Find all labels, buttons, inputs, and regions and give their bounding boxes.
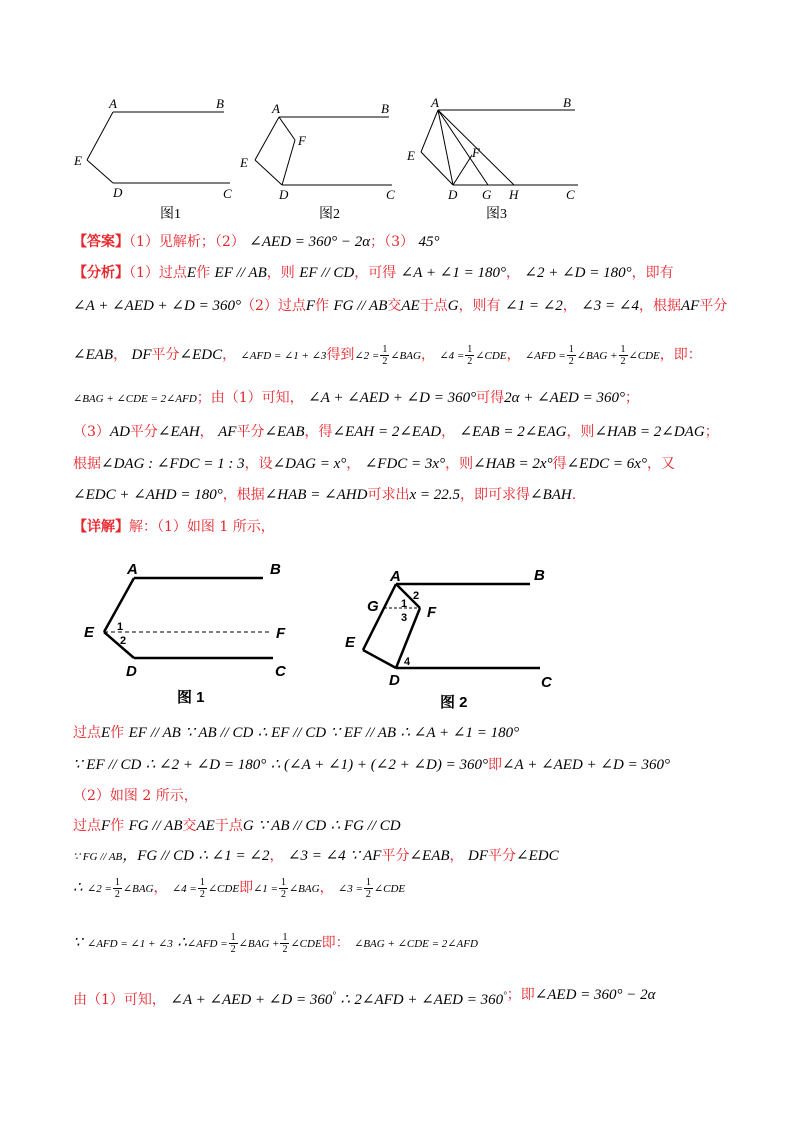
m: AE (196, 818, 215, 834)
figure-3-top (421, 110, 578, 185)
fig2-label-A: A (272, 101, 280, 116)
fig3-label-D: D (448, 187, 458, 202)
dfig2-label-C: C (541, 674, 552, 691)
m: ∠2 = (354, 350, 380, 362)
fig1-label-A: A (109, 96, 117, 111)
answer-text-2: ；（3） (370, 234, 415, 250)
fig2-label-E: E (240, 155, 248, 170)
frac-den: 2 (620, 355, 626, 367)
t: ， (113, 347, 128, 363)
dfig1-label-B: B (270, 561, 281, 578)
m: ∠CDE (373, 883, 406, 895)
m: ∴ ∠2 + ∠D = 180° (145, 757, 267, 773)
analysis-line-6 (73, 454, 675, 474)
dfig2-label-D: D (389, 672, 400, 689)
m: ∠CDE (475, 350, 507, 362)
m: AE (401, 298, 420, 314)
fraction (229, 932, 238, 955)
frac-num: 1 (280, 876, 286, 888)
answer-tag: 【答案】 (73, 234, 129, 250)
t: 作 (196, 265, 211, 281)
t: ， (153, 880, 168, 896)
analysis-line-3 (73, 343, 702, 367)
m: EF // AB (214, 265, 267, 281)
fig2-label-C: C (386, 187, 395, 202)
t: 平分 (129, 424, 158, 440)
t: ，即可求得 (460, 487, 530, 503)
m (170, 992, 336, 1008)
t: 得 (552, 456, 567, 472)
m: AD (109, 424, 130, 440)
t: 作 (110, 725, 125, 741)
t: ， (449, 848, 464, 864)
t: ，得 (304, 424, 333, 440)
t: 平分 (236, 424, 265, 440)
fig1-label-B: B (216, 96, 224, 111)
m: DF (131, 347, 152, 363)
m: ∠BAG + ∠CDE = 2∠AFD (354, 938, 478, 950)
t: 根据 (73, 456, 101, 472)
t: ， (269, 848, 284, 864)
frac-den: 2 (467, 355, 473, 367)
m: ∠BAH (530, 487, 572, 503)
deg: ° (503, 990, 507, 1000)
dfig2-label-G: G (367, 598, 379, 615)
m: E (186, 265, 197, 281)
fig3-label-C: C (566, 187, 575, 202)
m: ∵ EF // AB (330, 725, 397, 741)
fraction (198, 877, 207, 900)
detail-line-2 (73, 755, 670, 775)
dfig2-label-3: 3 (401, 612, 408, 624)
m: ∵ EF // CD (73, 757, 142, 773)
m: ∠CDE (290, 938, 322, 950)
m: ∠BAG (390, 350, 421, 362)
answer-text-1: （1）见解析；（2） (129, 234, 245, 250)
t: 由（1）可知， (73, 992, 166, 1008)
m: G (447, 298, 459, 314)
detail-line-4 (73, 816, 401, 836)
frac-num: 1 (230, 931, 236, 943)
dfig1-label-2: 2 (120, 635, 127, 647)
t: ，即有 (631, 265, 674, 281)
fig3-label-H: H (509, 187, 519, 202)
fig2-label-D: D (279, 187, 289, 202)
m: ∠4 = (439, 350, 465, 362)
detail-figure-1 (104, 578, 273, 658)
detail-tag: 【详解】 (73, 519, 129, 535)
m: ∠BAG + ∠CDE = 2∠AFD (73, 393, 197, 405)
dfig1-label-1: 1 (117, 621, 124, 633)
m: ∠A + ∠AED + ∠D = 360° (308, 390, 477, 406)
dfig2-label-E: E (345, 634, 356, 651)
frac-den: 2 (199, 888, 205, 900)
m: ∠EAH (157, 424, 200, 440)
t: （3） (73, 424, 110, 440)
fraction (113, 877, 122, 900)
frac-num: 1 (568, 343, 574, 355)
frac-den: 2 (568, 355, 574, 367)
m: ∠EAB (73, 347, 114, 363)
m: ∠A + ∠AED + ∠D = 360° (501, 757, 670, 773)
fraction (465, 344, 474, 367)
m: ∠2 + ∠D = 180° (524, 265, 632, 281)
analysis-line-5 (73, 422, 719, 442)
fraction (567, 344, 576, 367)
fig1-caption: 图1 (160, 207, 181, 222)
t: 可求出 (367, 487, 410, 503)
t: 即 (239, 880, 254, 896)
frac-den: 2 (282, 943, 288, 955)
frac-den: 2 (382, 355, 388, 367)
t: ； (624, 390, 639, 406)
m: ∠1 = (253, 883, 278, 895)
fig2-label-F: F (298, 133, 306, 148)
dfig1-label-E: E (84, 624, 95, 641)
t: 于点 (419, 298, 448, 314)
t: ，则有 (458, 298, 501, 314)
m: ∴ FG // CD (330, 818, 401, 834)
fig3-label-F: F (472, 145, 480, 160)
m: ∠AFD = ∠1 + ∠3 (87, 938, 173, 950)
m: ∴ (340, 992, 350, 1008)
top-figures (0, 0, 800, 225)
m: ∠EDC = 6x° (566, 456, 647, 472)
t: ，设 (244, 456, 273, 472)
m: ∠FDC = 3x° (364, 456, 446, 472)
m: ∠4 = (171, 883, 197, 895)
m: ∵ AB // CD (185, 725, 254, 741)
answer-line (73, 232, 440, 252)
fraction (619, 344, 628, 367)
m: x = 22.5 (409, 487, 460, 503)
t: 于点 (214, 818, 243, 834)
m: ∠AFD = (524, 350, 566, 362)
t: （2）如图 2 所示， (73, 788, 198, 804)
t: 平分 (151, 347, 180, 363)
m: ∵ AB // CD (258, 818, 327, 834)
fraction (280, 932, 289, 955)
m: ∠A + ∠AED + ∠D = 360° (73, 298, 241, 314)
frac-num: 1 (467, 343, 473, 355)
t: 过点 (73, 818, 101, 834)
fraction (364, 877, 373, 900)
m: ∠CDE (628, 350, 660, 362)
m: ∠AFD = ∠1 + ∠3 (240, 350, 327, 362)
fig3-label-B: B (563, 95, 571, 110)
fig1-label-D: D (113, 185, 123, 200)
m: ∠HAB = 2∠DAG (594, 424, 705, 440)
fig1-label-E: E (74, 153, 82, 168)
m: ∠EAB (264, 424, 305, 440)
m: ∠A + ∠1 = 180° (400, 265, 506, 281)
m: ∠AED = 360° − 2α (534, 987, 656, 1003)
detail-line-8 (73, 980, 656, 1010)
t: 即 (487, 757, 502, 773)
m: ∴ EF // CD (257, 725, 327, 741)
dfig2-label-1: 1 (401, 598, 408, 610)
m: ∠AFD = (186, 938, 228, 950)
m: 2α + ∠AED = 360° (504, 390, 625, 406)
detail-line-6 (73, 876, 405, 900)
t: 即： (321, 935, 350, 951)
t: ， (319, 880, 334, 896)
t: ， (346, 456, 361, 472)
t: ，则 (566, 424, 595, 440)
t: ；由（1）可知， (196, 390, 304, 406)
t: ，则 (445, 456, 474, 472)
t: 得到 (326, 347, 355, 363)
t: ， (441, 424, 456, 440)
frac-num: 1 (282, 931, 288, 943)
m: E (101, 725, 111, 741)
analysis-line-7 (73, 485, 576, 505)
frac-den: 2 (114, 888, 120, 900)
m: ∠BAG + (238, 938, 280, 950)
detail-figures (0, 550, 800, 730)
m: F (101, 818, 111, 834)
figure-2-top (255, 117, 392, 185)
fig3-label-A: A (431, 95, 439, 110)
analysis-tag: 【分析】 (73, 265, 129, 281)
t: ， (199, 424, 214, 440)
m: DF (468, 848, 488, 864)
m: ∠3 = (338, 883, 363, 895)
m (354, 992, 506, 1008)
fig3-label-E: E (407, 148, 415, 163)
m: EF // CD (299, 265, 355, 281)
answer-math-1: ∠AED = 360° − 2α (249, 234, 371, 250)
dfig2-label-A: A (390, 568, 401, 585)
m: ∠2 = (87, 883, 112, 895)
t: 作 (315, 298, 330, 314)
frac-den: 2 (280, 888, 286, 900)
m: ∴ (∠A + ∠1) + (∠2 + ∠D) = 360° (270, 757, 488, 773)
m: ∠EAB (409, 848, 450, 864)
m: ∠EDC (516, 848, 559, 864)
frac-num: 1 (365, 876, 371, 888)
m: F (305, 298, 316, 314)
m: FG // AB (333, 298, 388, 314)
t: 可得 (476, 390, 505, 406)
m: ，FG // CD (122, 848, 194, 864)
fig2-label-B: B (381, 101, 389, 116)
t: 解：（1）如图 1 所示， (129, 519, 275, 535)
frac-num: 1 (199, 876, 205, 888)
fraction (380, 344, 389, 367)
analysis-line-2 (73, 296, 727, 316)
dfig1-label-D: D (126, 663, 137, 680)
m: ∠3 = ∠4 (287, 848, 346, 864)
deg: ° (332, 990, 336, 1000)
frac-num: 1 (114, 876, 120, 888)
m: ∠DAG = x° (272, 456, 347, 472)
frac-num: 1 (620, 343, 626, 355)
m: ∠HAB = 2x° (473, 456, 553, 472)
dfig2-label-F: F (427, 604, 437, 621)
m: ∵ AF (350, 848, 382, 864)
analysis-line-1 (73, 263, 674, 283)
t: ， (562, 298, 577, 314)
m: ∠EDC + ∠AHD = 180° (73, 487, 223, 503)
m: EF // AB (128, 725, 181, 741)
m: ∴ (177, 935, 187, 951)
answer-math-2: 45° (418, 234, 440, 250)
analysis-line-4 (73, 388, 639, 409)
dfig1-label-A: A (127, 561, 138, 578)
t: 交 (387, 298, 402, 314)
t: ，根据 (639, 298, 681, 314)
detail-line-1 (73, 723, 519, 743)
dfig1-caption: 图 1 (177, 689, 205, 706)
m: ∠HAB = ∠AHD (264, 487, 368, 503)
dfig2-caption: 图 2 (440, 694, 468, 711)
detail-line-3 (73, 786, 198, 806)
dfig1-label-F: F (276, 625, 286, 642)
t: 平分 (381, 848, 410, 864)
detail-line-intro (73, 517, 275, 537)
frac-num: 1 (382, 343, 388, 355)
m: ∠BAG (122, 883, 154, 895)
m: ∵ (73, 935, 83, 951)
m: ∵ FG // AB (73, 851, 123, 863)
m: FG // AB (128, 818, 183, 834)
t: ，即： (659, 347, 702, 363)
fraction (279, 877, 288, 900)
m: ∠EDC (179, 347, 223, 363)
t: ，可得 (354, 265, 397, 281)
m: ∠BAG (288, 883, 320, 895)
t: ，根据 (222, 487, 265, 503)
detail-figure-2 (363, 584, 540, 668)
m: ∠EAB = 2∠EAG (459, 424, 567, 440)
t: . (571, 487, 577, 503)
frac-den: 2 (365, 888, 371, 900)
m: ∠DAG : ∠FDC = 1 : 3 (101, 456, 245, 472)
m: ∠A + ∠AED + ∠D = 360 (170, 992, 333, 1008)
m: ∴ (73, 880, 83, 896)
t: ， (222, 347, 237, 363)
dfig2-label-B: B (534, 567, 545, 584)
dfig2-label-4: 4 (404, 656, 411, 668)
fig3-caption: 图3 (486, 207, 507, 222)
m: AF (218, 424, 237, 440)
t: ； (704, 424, 719, 440)
m: ∠1 = ∠2 (505, 298, 563, 314)
m: AF (681, 298, 700, 314)
t: 平分 (488, 848, 516, 864)
t: 作 (110, 818, 125, 834)
frac-den: 2 (230, 943, 236, 955)
figure-1-top (87, 112, 230, 183)
m: ∴ ∠A + ∠1 = 180° (400, 725, 520, 741)
t: （2）过点 (240, 298, 306, 314)
t: 平分 (699, 298, 728, 314)
m: ∠EAH = 2∠EAD (332, 424, 442, 440)
m: G (242, 818, 254, 834)
t: ， (505, 265, 520, 281)
t: ，又 (646, 456, 675, 472)
m: ∠3 = ∠4 (581, 298, 639, 314)
t: （1）过点 (129, 265, 187, 281)
m: 2∠AFD + ∠AED = 360 (354, 992, 504, 1008)
detail-line-5 (73, 846, 559, 867)
t: ， (420, 347, 435, 363)
t: 过点 (73, 725, 101, 741)
t: ， (506, 347, 521, 363)
t: 交 (182, 818, 197, 834)
fig3-label-G: G (482, 187, 492, 202)
dfig2-label-2: 2 (413, 590, 420, 602)
m: ∠BAG + (576, 350, 618, 362)
detail-line-7 (73, 931, 478, 955)
m: ∠CDE (207, 883, 240, 895)
fig1-label-C: C (223, 186, 232, 201)
m: ∴ ∠1 = ∠2 (198, 848, 270, 864)
t: ，则 (266, 265, 295, 281)
t: ；即 (506, 987, 535, 1003)
fig2-caption: 图2 (319, 207, 340, 222)
dfig1-label-C: C (275, 663, 286, 680)
